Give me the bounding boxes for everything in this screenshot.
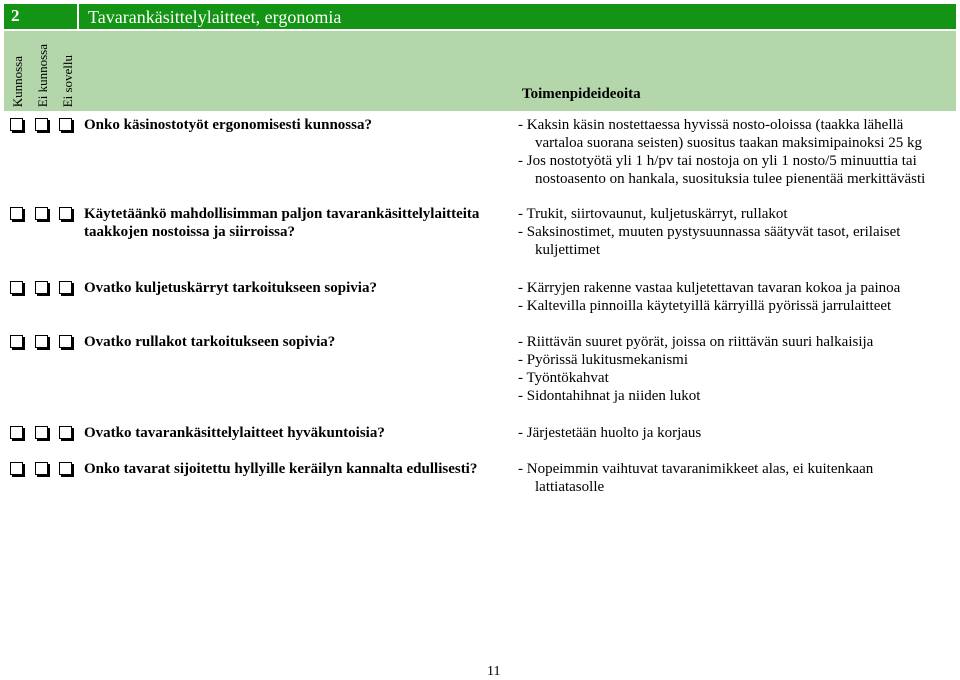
checkbox-ei-sovellu[interactable]: [59, 281, 72, 294]
page-number: 11: [487, 664, 501, 679]
column-header-kunnossa: Kunnossa: [10, 55, 25, 107]
action-line: - Järjestetään huolto ja korjaus: [518, 425, 702, 441]
checkbox-ei-kunnossa[interactable]: [35, 207, 48, 220]
question-text: [84, 333, 335, 351]
checkbox-ei-sovellu[interactable]: [59, 426, 72, 439]
checkbox-ei-sovellu[interactable]: [59, 335, 72, 348]
action-ideas: [518, 460, 958, 496]
action-ideas: [518, 333, 958, 405]
question-line: Ovatko kuljetuskärryt tarkoitukseen sopivia?: [84, 280, 377, 296]
question-line: Onko tavarat sijoitettu hyllyille keräilyn kannalta edullisesti?: [84, 461, 478, 477]
action-line: lattiatasolle: [535, 479, 605, 495]
checkbox-ei-sovellu[interactable]: [59, 118, 72, 131]
checkbox-ei-sovellu[interactable]: [59, 462, 72, 475]
question-line: Käytetäänkö mahdollisimman paljon tavarankäsittelylaitteita: [84, 206, 480, 222]
question-text: [84, 424, 385, 442]
question-line: Onko käsinostotyöt ergonomisesti kunnossa?: [84, 117, 372, 133]
action-line: - Kaksin käsin nostettaessa hyvissä nosto-oloissa (taakka lähellä: [518, 117, 904, 133]
question-text: [84, 205, 479, 241]
column-header-band: [4, 31, 956, 111]
question-line: taakkojen nostoissa ja siirroissa?: [84, 224, 295, 240]
title-divider: [77, 4, 79, 29]
checkbox-kunnossa[interactable]: [10, 281, 23, 294]
action-line: - Kärryjen rakenne vastaa kuljetettavan tavaran kokoa ja painoa: [518, 280, 901, 296]
question-line: Ovatko tavarankäsittelylaitteet hyväkuntoisia?: [84, 425, 385, 441]
action-ideas: [518, 279, 958, 315]
question-text: [84, 116, 372, 134]
question-text: [84, 279, 377, 297]
action-line: - Nopeimmin vaihtuvat tavaranimikkeet alas, ei kuitenkaan: [518, 461, 874, 477]
action-line: - Jos nostotyötä yli 1 h/pv tai nostoja on yli 1 nosto/5 minuuttia tai: [518, 153, 917, 169]
action-line: - Sidontahihnat ja niiden lukot: [518, 388, 701, 404]
column-header-ei-kunnossa: Ei kunnossa: [35, 43, 50, 107]
checkbox-ei-kunnossa[interactable]: [35, 426, 48, 439]
question-line: Ovatko rullakot tarkoitukseen sopivia?: [84, 334, 336, 350]
checkbox-kunnossa[interactable]: [10, 118, 23, 131]
section-title: Tavarankäsittelylaitteet, ergonomia: [88, 7, 342, 27]
action-line: nostoasento on hankala, suosituksia tulee pienentää merkittävästi: [535, 171, 926, 187]
action-ideas: [518, 116, 958, 188]
action-line: - Työntökahvat: [518, 370, 609, 386]
action-line: - Trukit, siirtovaunut, kuljetuskärryt, rullakot: [518, 206, 788, 222]
question-text: [84, 460, 477, 478]
checkbox-ei-kunnossa[interactable]: [35, 335, 48, 348]
actions-column-header: Toimenpideideoita: [522, 86, 641, 102]
action-line: - Saksinostimet, muuten pystysuunnassa säätyvät tasot, erilaiset: [518, 224, 901, 240]
checkbox-ei-kunnossa[interactable]: [35, 462, 48, 475]
action-ideas: [518, 424, 958, 442]
checkbox-kunnossa[interactable]: [10, 426, 23, 439]
action-line: vartaloa suorana seisten) suositus taakan maksimipainoksi 25 kg: [535, 135, 923, 151]
checkbox-ei-kunnossa[interactable]: [35, 281, 48, 294]
action-ideas: [518, 205, 958, 259]
action-line: - Riittävän suuret pyörät, joissa on riittävän suuri halkaisija: [518, 334, 874, 350]
section-title-bar: [4, 4, 956, 29]
column-header-ei-sovellu: Ei sovellu: [60, 54, 75, 107]
checkbox-kunnossa[interactable]: [10, 335, 23, 348]
section-number: 2: [11, 6, 20, 25]
action-line: - Kaltevilla pinnoilla käytetyillä kärryillä pyörissä jarrulaitteet: [518, 298, 892, 314]
checkbox-kunnossa[interactable]: [10, 462, 23, 475]
checkbox-kunnossa[interactable]: [10, 207, 23, 220]
checkbox-ei-kunnossa[interactable]: [35, 118, 48, 131]
action-line: kuljettimet: [535, 242, 600, 258]
checkbox-ei-sovellu[interactable]: [59, 207, 72, 220]
action-line: - Pyörissä lukitusmekanismi: [518, 352, 688, 368]
